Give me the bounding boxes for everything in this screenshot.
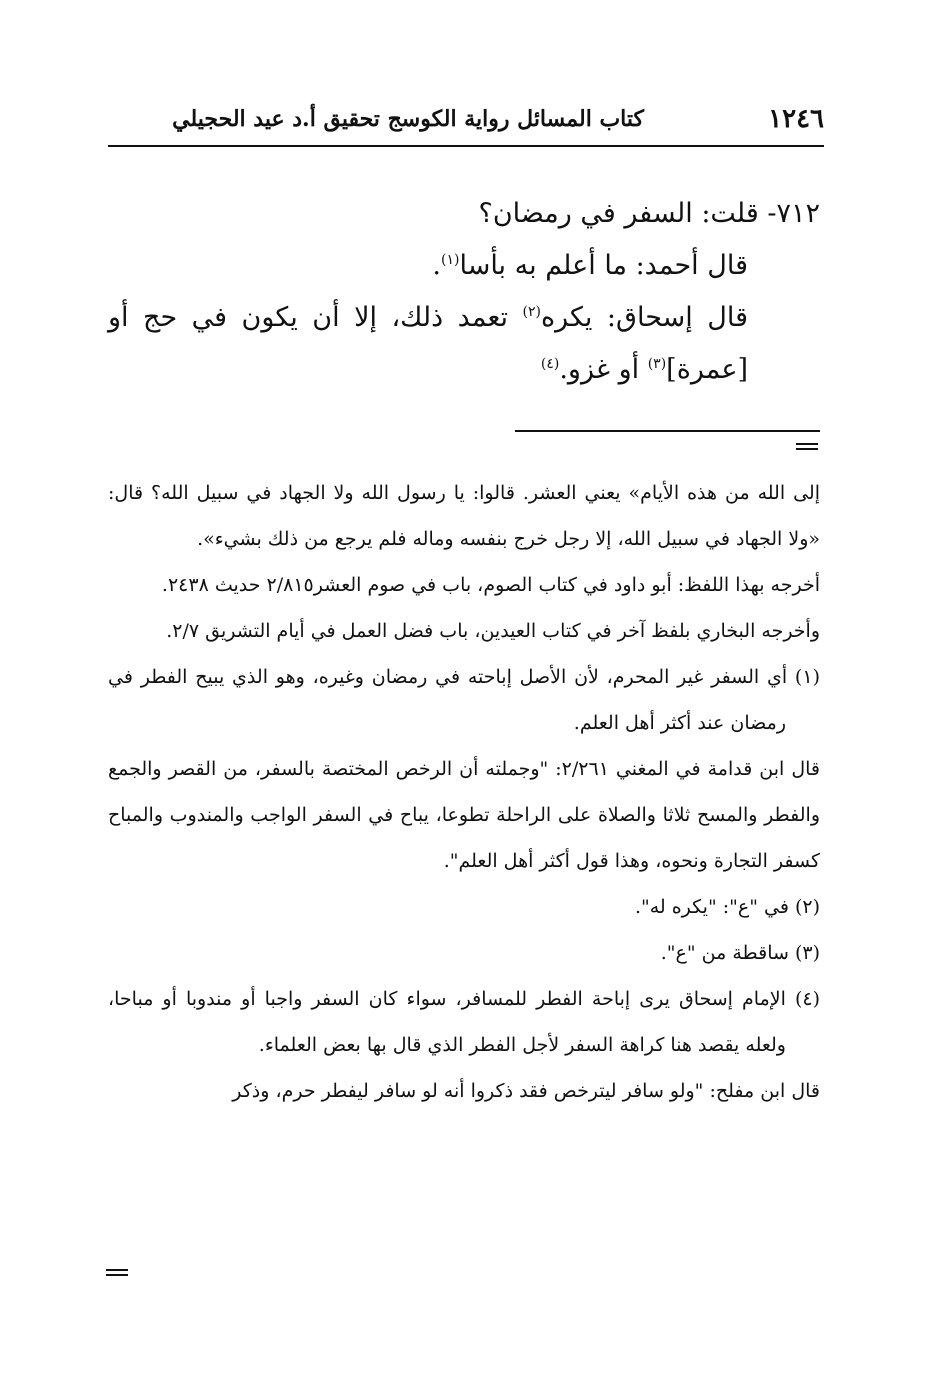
footnote-continued-3: وأخرجه البخاري بلفظ آخر في كتاب العيدين، باب فضل العمل في أيام التشريق ٢/٧. — [166, 620, 820, 642]
ishaq-answer-line2 — [108, 344, 820, 396]
footnote-ref-2: (٢) — [522, 304, 541, 320]
footnote-ref-1: (١) — [441, 252, 460, 268]
footnote-separator — [515, 430, 820, 432]
footnote-ref-3: (٣) — [647, 356, 667, 372]
ahmad-answer-end: . — [432, 250, 441, 281]
footnote-continued-1: إلى الله من هذه الأيام» يعني العشر. قالوا: يا رسول الله ولا الجهاد في سبيل الله؟ قال: «ولا الجهاد في سبيل الله، إلا رجل خرج بنفسه وماله فلم يرجع من ذلك بشيء». — [108, 482, 820, 550]
ishaq-answer-text-a: قال إسحاق: يكره — [540, 302, 749, 333]
ishaq-answer-text-b: تعمد ذلك، إلا أن يكون في حج أو — [108, 302, 523, 333]
footnotes — [108, 470, 820, 1114]
footnote-ref-4: (٤) — [540, 356, 560, 372]
footnote-2: (٢) في "ع": "يكره له". — [634, 896, 820, 918]
footnote-3: (٣) ساقطة من "ع". — [660, 942, 820, 964]
ahmad-answer — [108, 240, 820, 292]
page-header — [108, 100, 824, 140]
ishaq-answer-text-c: [عمرة] — [666, 354, 748, 385]
header-rule — [108, 145, 824, 147]
running-title: كتاب المسائل رواية الكوسج تحقيق أ.د عيد الحجيلي — [172, 106, 644, 132]
ahmad-answer-text: قال أحمد: ما أعلم به بأسا — [459, 250, 748, 281]
footnote-4-quote: قال ابن مفلح: "ولو سافر ليترخص فقد ذكروا أنه لو سافر ليفطر حرم، وذكر — [232, 1080, 820, 1102]
ishaq-answer-line1 — [108, 292, 820, 344]
footnote-4: (٤) الإمام إسحاق يرى إباحة الفطر للمسافر، سواء كان السفر واجبا أو مندوبا أو مباحا، ولعله يقصد هنا كراهة السفر لأجل الفطر الذي قال بها بعض العلماء. — [108, 988, 820, 1056]
page-number: ١٢٤٦ — [768, 104, 824, 134]
footnote-continued-2: أخرجه بهذا اللفظ: أبو داود في كتاب الصوم، باب في صوم العشر٢/٨١٥ حديث ٢٤٣٨. — [161, 574, 820, 596]
ishaq-answer-text-d: أو غزو. — [559, 354, 648, 385]
main-text — [108, 188, 820, 396]
continuation-mark-top — [796, 440, 818, 453]
continuation-mark-bottom — [106, 1266, 128, 1279]
footnote-1-quote: قال ابن قدامة في المغني ٢/٢٦١: "وجملته أن الرخص المختصة بالسفر، من القصر والجمع والفطر والمسح ثلاثا والصلاة على الراحلة تطوعا، يباح في السفر الواجب والمندوب والمباح كسفر التجارة ونحوه، وهذا قول أكثر أهل العلم". — [108, 758, 820, 872]
question-line: ٧١٢- قلت: السفر في رمضان؟ — [478, 198, 820, 229]
footnote-1: (١) أي السفر غير المحرم، لأن الأصل إباحته في رمضان وغيره، وهو الذي يبيح الفطر في رمضان عند أكثر أهل العلم. — [108, 666, 820, 734]
